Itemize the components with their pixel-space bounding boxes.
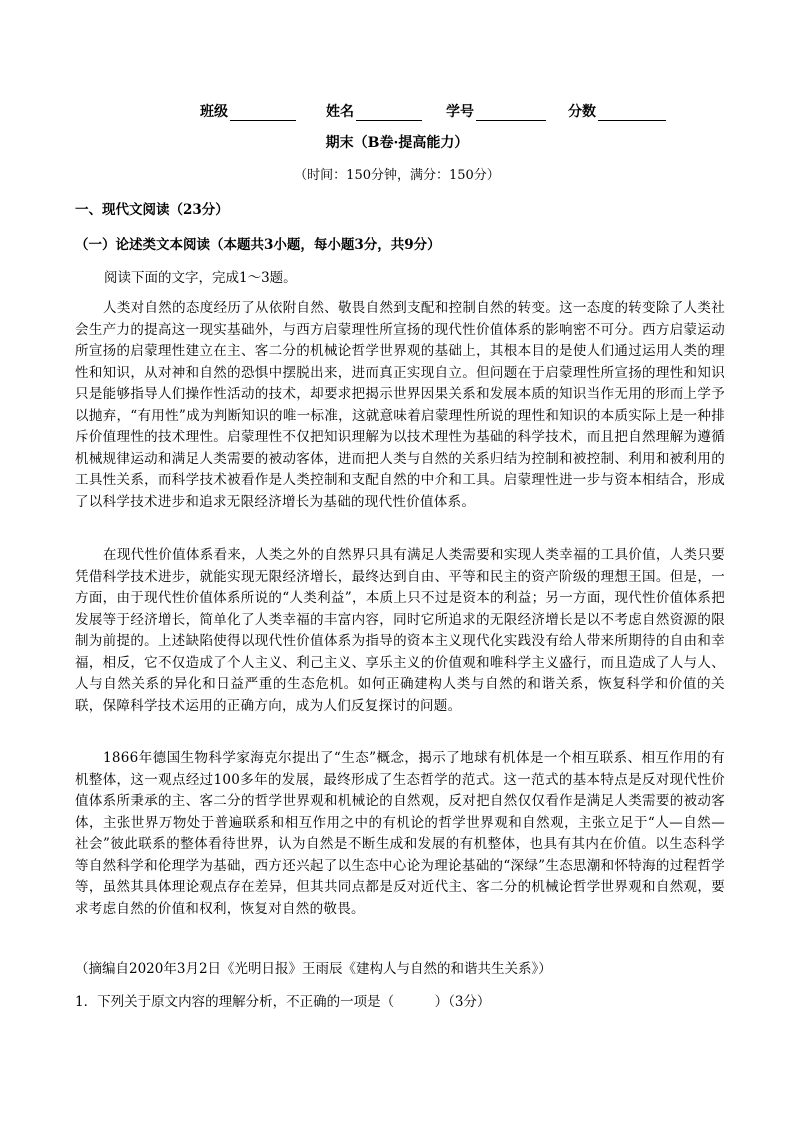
exam-time-score-info: （时间：150分钟，满分：150分）	[294, 168, 500, 183]
class-field	[200, 101, 296, 121]
section-heading-modern-reading: 一、现代文阅读（23分）	[75, 202, 229, 218]
reading-instruction: 阅读下面的文字，完成1～3题。	[104, 270, 297, 286]
student-id-field	[446, 101, 546, 121]
passage-paragraph-3: 1866年德国生物科学家海克尔提出了“生态”概念，揭示了地球有机体是一个相互联系、相互作用的有机整体，这一观点经过100多年的发展，最终形成了生态哲学的范式。这一范式的基本特点是反对现代性价值体系所秉承的主、客二分的哲学世界观和机械论的自然观，反对把自然仅仅看作是满足人类需要的被动客体，主张世界万物处于普遍联系和相互作用之中的有机论的哲学世界观和自然观，主张立足于“人—自然—社会”彼此联系的整体看待世界，认为自然是不断生成和发展的有机整体，也具有其内在价值。以生态科学等自然科学和伦理学为基础，西方还兴起了以生态中心论为理论基础的“深绿”生态思潮和怀特海的过程哲学等，虽然其具体理论观点存在差异，但其共同点都是反对近代主、客二分的机械论哲学世界观和自然观，要求考虑自然的价值和权利，恢复对自然的敬畏。	[75, 750, 725, 917]
name-label: 姓名	[326, 104, 354, 120]
score-label: 分数	[568, 104, 596, 120]
student-info-line	[200, 101, 680, 121]
score-field	[568, 101, 666, 121]
exam-title: 期末（B卷·提高能力）	[325, 135, 469, 151]
name-blank	[356, 106, 422, 121]
student-id-label: 学号	[446, 104, 474, 120]
class-label: 班级	[200, 104, 228, 120]
student-id-blank	[476, 106, 546, 121]
passage-source-citation: （摘编自2020年3月2日《光明日报》王雨辰《建构人与自然的和谐共生关系》）	[75, 961, 552, 977]
name-field	[326, 101, 422, 121]
passage-paragraph-1: 人类对自然的态度经历了从依附自然、敬畏自然到支配和控制自然的转变。这一态度的转变除了人类社会生产力的提高这一现实基础外，与西方启蒙理性所宣扬的现代性价值体系的影响密不可分。西方启蒙运动所宣扬的启蒙理性建立在主、客二分的机械论哲学世界观的基础上，其根本目的是使人们通过运用人类的理性和知识，从对神和自然的恐惧中摆脱出来，进而真正实现自立。但问题在于启蒙理性所宣扬的理性和知识只是能够指导人们操作性活动的技术，却要求把揭示世界因果关系和发展本质的知识当作无用的形而上学予以抛弃，“有用性”成为判断知识的唯一标准，这就意味着启蒙理性所说的理性和知识的本质实际上是一种排斥价值理性的技术理性。启蒙理性不仅把知识理解为以技术理性为基础的科学技术，而且把自然理解为遵循机械规律运动和满足人类需要的被动客体，进而把人类与自然的关系归结为控制和被控制、利用和被利用的工具性关系，而科学技术被看作是人类控制和支配自然的中介和工具。启蒙理性进一步与资本相结合，形成了以科学技术进步和追求无限经济增长为基础的现代性价值体系。	[75, 300, 725, 510]
passage-paragraph-2: 在现代性价值体系看来，人类之外的自然界只具有满足人类需要和实现人类幸福的工具价值，人类只要凭借科学技术进步，就能实现无限经济增长，最终达到自由、平等和民主的资产阶级的理想王国。但是，一方面，由于现代性价值体系所说的“人类利益”，本质上只不过是资本的利益；另一方面，现代性价值体系把发展等于经济增长，简单化了人类幸福的丰富内容，同时它所追求的无限经济增长是以不考虑自然资源的限制为前提的。上述缺陷使得以现代性价值体系为指导的资本主义现代化实践没有给人带来所期待的自由和幸福，相反，它不仅造成了个人主义、利己主义、享乐主义的价值观和唯科学主义盛行，而且造成了人与人、人与自然关系的异化和日益严重的生态危机。如何正确建构人类与自然的和谐关系，恢复科学和价值的关联，保障科学技术运用的正确方向，成为人们反复探讨的问题。	[75, 547, 725, 714]
subsection-heading-argumentative-reading: （一）论述类文本阅读（本题共3小题，每小题3分，共9分）	[75, 237, 441, 253]
class-blank	[230, 106, 296, 121]
question-1-stem: 1．下列关于原文内容的理解分析，不正确的一项是（ ）（3分）	[75, 994, 491, 1010]
score-blank	[598, 106, 666, 121]
